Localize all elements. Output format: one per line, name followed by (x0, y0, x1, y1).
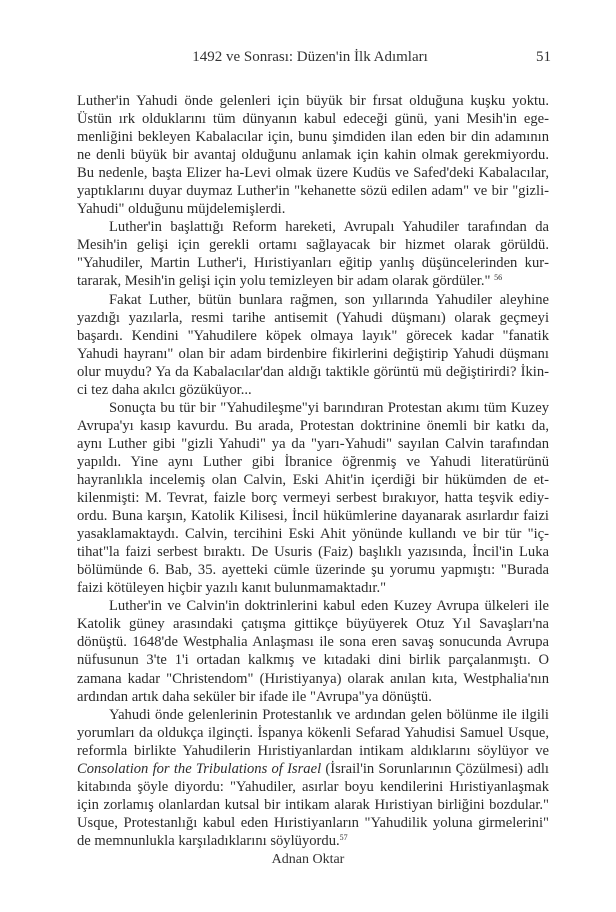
paragraph-text: Luther'in ve Calvin'in doktrinlerini kabul eden Kuzey Avrupa ülkeleri ile Katolik güney arasındaki çatışma gittikçe büyüyerek Otuz Yıl Savaşları'na dönüştü. 1648'de Westphalia Anlaşması ile sona eren savaş sonucunda Avrupa nüfusunun 3'te 1'i ortadan kalkmış ve kıtadaki dini birlik parçalanmıştı. O zamana kadar "Christendom" (Hıristiyanya) olarak anılan kıta, Westphalia'nın ardından artık daha seküler bir ifade ile "Avrupa"ya dönüştü. (77, 598, 549, 705)
page-number: 51 (536, 49, 551, 65)
chapter-title: 1492 ve Sonrası: Düzen'in İlk Adımları (192, 49, 428, 65)
paragraph-text: Fakat Luther, bütün bunlara rağmen, son yıllarında Yahudiler aleyhine yazdığı yazılarla, resmi tarihe antisemit (Yahudi düşmanı) olarak geçmeyi başardı. Kendini "Yahudilere köpek olmaya layık" görecek kadar "fanatik Yahudi hayranı" olan bir adam birdenbire fikirlerini değiştirip Yahudi düşmanı olur muydu? Ya da Kabalacılar'dan aldığı taktikle görüntü mü değiştirirdi? İkinci tez daha akılcı gözüküyor... (77, 291, 549, 398)
paragraph (77, 597, 549, 705)
body-text (77, 92, 549, 850)
footnote-reference: 56 (494, 273, 503, 283)
paragraph (77, 706, 549, 850)
paragraph-text: Yahudi önde gelenlerinin Protestanlık ve ardından gelen bölünme ile ilgili yorumları da oldukça ilginçti. İspanya kökenli Sefarad Yahudisi Samuel Usque, reformla birlikte Yahudilerin Hıristiyanlardan intikam aldıklarını söylüyor ve (77, 706, 549, 759)
paragraph-text: Luther'in başlattığı Reform hareketi, Avrupalı Yahudiler tarafından da Mesih'in gelişi için gerekli ortamı sağlayacak bir hizmet olarak görüldü. "Yahudiler, Martin Luther'i, Hıristiyanları eğitip yanlış düşüncelerinden kurtararak, Mesih'in gelişi için yolu temizleyen bir adam olarak gördüler." (77, 219, 549, 290)
paragraph-text: Sonuçta bu tür bir "Yahudileşme"yi barındıran Protestan akımı tüm Kuzey Avrupa'yı kasıp kavurdu. Bu arada, Protestan doktrinine önemli bir katkı da, aynı Luther gibi "gizli Yahudi" ya da "yarı-Yahudi" sayılan Calvin tarafından yapıldı. Yine aynı Luther gibi İbranice öğrenmiş ve Yahudi literatürünü hayranlıkla incelemiş olan Calvin, Eski Ahit'in içerdiği bir hükümden de etkilenmişti: M. Tevrat, faizle borç vermeyi serbest bırakıyor, hatta teşvik ediyordu. Buna karşın, Katolik Kilisesi, İncil hükümlerine dayanarak asırlardır faizi yasaklamaktaydı. Calvin, tercihini Eski Ahit yönünde kullandı ve bir tür "içtihat"la faizi serbest bıraktı. De Usuris (Faiz) başlıklı yazısında, İncil'in Luka bölümünde 6. Bab, 35. ayetteki cümle üzerinde şu yorumu yapmıştı: "Burada faizi kötüleyen hiçbir yazılı kanıt bulunmamaktadır." (77, 399, 549, 597)
paragraph-text: Luther'in Yahudi önde gelenleri için büyük bir fırsat olduğuna kuşku yoktu. Üstün ırk olduklarını tüm dünyanın kabul edeceği günü, yani Mesih'in egemenliğini bekleyen Kabalacılar için, bunu şimdiden ilan eden bir din adamının ne denli büyük bir avantaj olduğunu anlamak için kahin olmak gerekmiyordu. Bu nedenle, başta Elizer ha-Levi olmak üzere Kudüs ve Safed'deki Kabalacılar, yaptıklarını duyar duymaz Luther'in "kehanette sözü edilen adam" ve bir "gizli-Yahudi" olduğunu müjdelemişlerdi. (77, 93, 549, 218)
footer-author: Adnan Oktar (271, 852, 345, 867)
paragraph (77, 399, 549, 598)
paragraph-text: (İsrail'in Sorunlarının Çözülmesi) adlı kitabında şöyle diyordu: "Yahudiler, asırlar boyu kendilerini Hıristiyanlaşmak için zorlamış olanlardan kutsal bir intikam alarak Hıristiyan birliğini bozdular." Usque, Protestanlığı kabul eden Hıristiyanların "Yahudilik yoluna girmelerini" de memnunlukla karşıladıklarını söylüyordu. (77, 760, 549, 849)
book-title: Consolation for the Tribulations of Israel (77, 760, 322, 777)
running-header (0, 49, 616, 69)
footnote-reference: 57 (339, 832, 348, 842)
paragraph (77, 92, 549, 218)
paragraph (77, 218, 549, 290)
paragraph (77, 291, 549, 399)
